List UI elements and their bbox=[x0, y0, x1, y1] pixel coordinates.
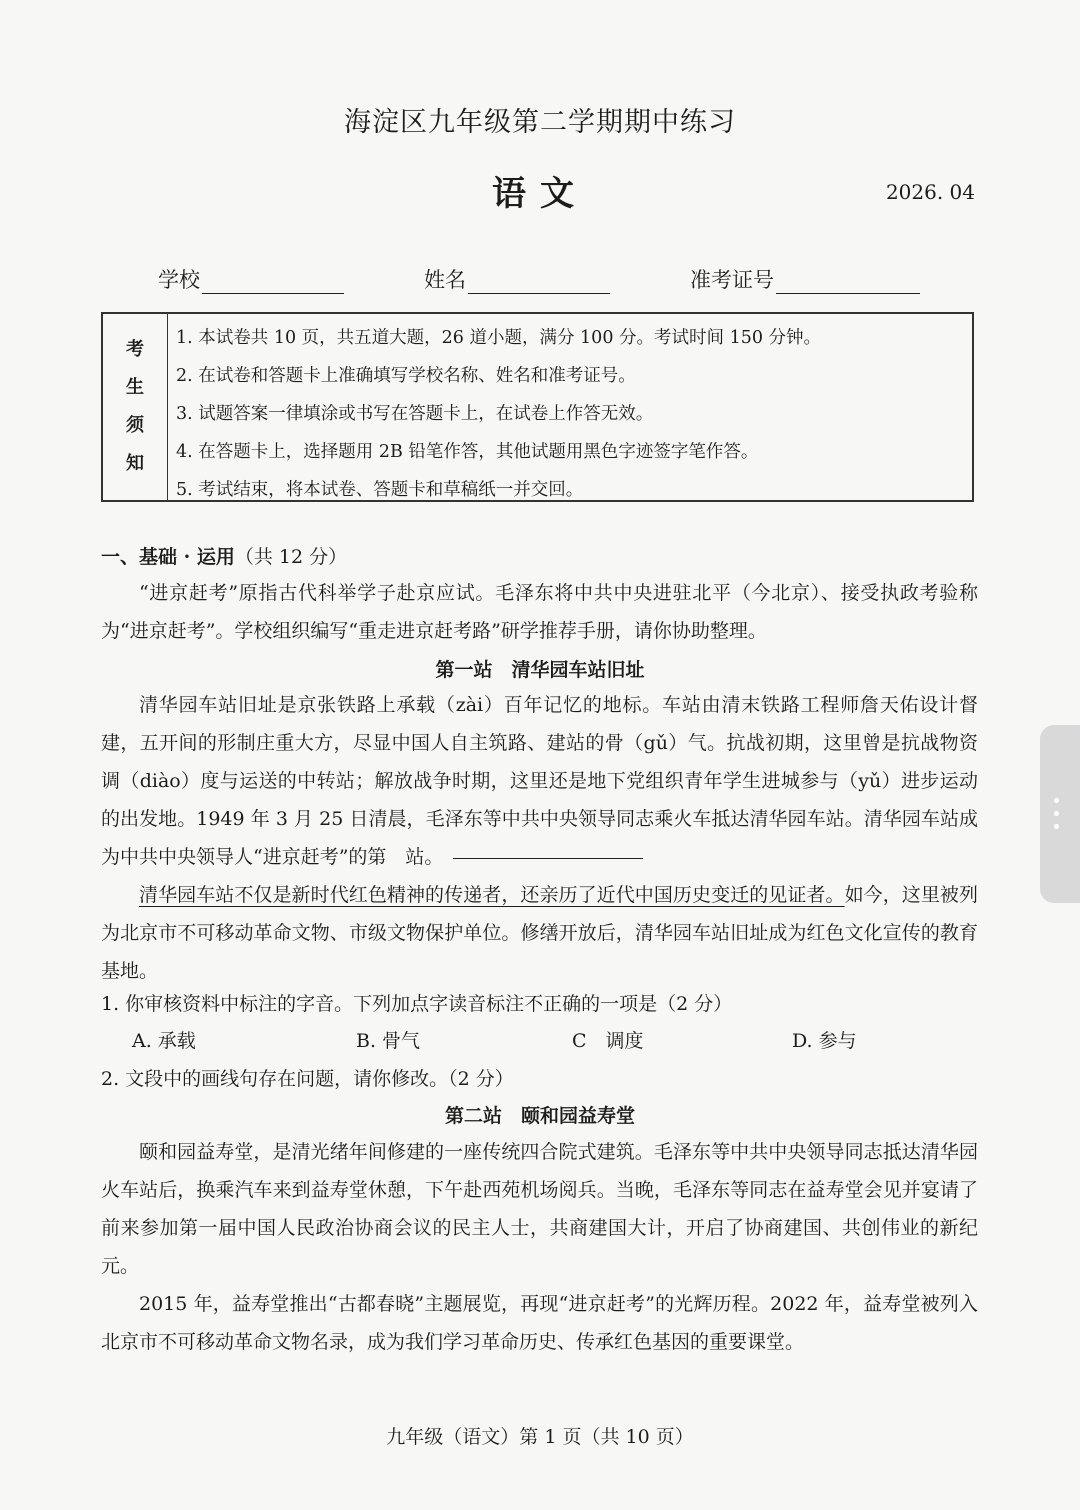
exam-id-field[interactable] bbox=[690, 264, 920, 294]
exam-id-label: 准考证号 bbox=[690, 268, 774, 292]
notice-items bbox=[168, 314, 972, 500]
station1-p1-text: 清华园车站旧址是京张铁路上承载（zài）百年记忆的地标。车站由清末铁路工程师詹天佑设计督建，五开间的形制庄重大方，尽显中国人自主筑路、建站的骨（gǔ）气。抗战初期，这里曾是抗战物资调（diào）度与运送的中转站；解放战争时期，这里还是地下党组织青年学生进城参与（yǔ）进步运动的出发地。1949 年 3 月 25 日清晨，毛泽东等中共中央领导同志乘火车抵达清华园车站。清华园车站成为中共中央领导人“进京赶考”的第 站。 bbox=[101, 694, 978, 868]
handle-dot bbox=[1054, 798, 1059, 803]
name-label: 姓名 bbox=[424, 268, 466, 292]
station1-text bbox=[101, 686, 978, 990]
station1-paragraph1 bbox=[101, 686, 978, 876]
section-heading bbox=[101, 542, 347, 569]
notice-item: 3. 试题答案一律填涂或书写在答题卡上，在试卷上作答无效。 bbox=[176, 404, 654, 424]
option-c[interactable]: C 调度 bbox=[572, 1030, 644, 1052]
notice-char: 知 bbox=[126, 453, 144, 474]
notice-item: 1. 本试卷共 10 页，共五道大题，26 道小题，满分 100 分。考试时间 150 分钟。 bbox=[176, 328, 822, 348]
exam-date: 2026. 04 bbox=[885, 180, 975, 204]
underlined-sentence: 清华园车站不仅是新时代红色精神的传递者，还亲历了近代中国历史变迁的见证者。 bbox=[139, 884, 845, 906]
notice-item: 2. 在试卷和答题卡上准确填写学校名称、姓名和准考证号。 bbox=[176, 366, 636, 386]
name-blank[interactable] bbox=[468, 269, 610, 294]
handle-dot bbox=[1054, 811, 1059, 816]
station2-title: 第二站 颐和园益寿堂 bbox=[444, 1105, 635, 1127]
school-label: 学校 bbox=[158, 268, 200, 292]
option-a[interactable]: A. 承载 bbox=[132, 1030, 196, 1052]
section-title: 一、基础 · 运用 bbox=[101, 546, 235, 568]
question1-stem: 1. 你审核资料中标注的字音。下列加点字读音标注不正确的一项是（2 分） bbox=[101, 993, 733, 1015]
candidate-notice-box bbox=[101, 312, 974, 502]
station2-paragraph2: 2015 年，益寿堂推出“古都春晓”主题展览，再现“进京赶考”的光辉历程。2022 年，益寿堂被列入北京市不可移动革命文物名录，成为我们学习革命历史、传承红色基因的重要课堂。 bbox=[101, 1293, 978, 1353]
exam-id-blank[interactable] bbox=[776, 269, 920, 294]
school-field[interactable] bbox=[158, 264, 344, 294]
option-b[interactable]: B. 骨气 bbox=[356, 1030, 421, 1052]
handle-dot bbox=[1054, 824, 1059, 829]
station1-p2-rest: 如今，这里被列为北京市不可移动革命文物、市级文物保护单位。修缮开放后，清华园车站旧址成为红色文化宣传的教育基地。 bbox=[101, 884, 978, 982]
subject-title: 语文 bbox=[492, 174, 588, 214]
notice-char: 考 bbox=[126, 339, 144, 360]
school-blank[interactable] bbox=[202, 269, 344, 294]
station1-title: 第一站 清华园车站旧址 bbox=[435, 659, 645, 681]
exam-title: 海淀区九年级第二学期期中练习 bbox=[344, 107, 736, 138]
name-field[interactable] bbox=[424, 264, 610, 294]
scroll-handle[interactable] bbox=[1040, 725, 1080, 903]
notice-char: 生 bbox=[126, 377, 144, 398]
question2-stem: 2. 文段中的画线句存在问题，请你修改。（2 分） bbox=[101, 1068, 514, 1090]
notice-char: 须 bbox=[126, 415, 144, 436]
station2-paragraph1: 颐和园益寿堂，是清光绪年间修建的一座传统四合院式建筑。毛泽东等中共中央领导同志抵达清华园火车站后，换乘汽车来到益寿堂休憩，下午赴西苑机场阅兵。当晚，毛泽东等同志在益寿堂会见并宴请了前来参加第一届中国人民政治协商会议的民主人士，共商建国大计，开启了协商建国、共创伟业的新纪元。 bbox=[101, 1141, 978, 1277]
station2-text bbox=[101, 1133, 978, 1361]
section-score: （共 12 分） bbox=[234, 546, 348, 568]
intro-paragraph: “进京赶考”原指古代科举学子赴京应试。毛泽东将中共中央进驻北平（今北京）、接受执政考验称为“进京赶考”。学校组织编写“重走进京赶考路”研学推荐手册，请你协助整理。 bbox=[101, 582, 978, 642]
section-intro bbox=[101, 574, 978, 650]
page-footer: 九年级（语文）第 1 页（共 10 页） bbox=[386, 1426, 694, 1448]
notice-item: 4. 在答题卡上，选择题用 2B 铅笔作答，其他试题用黑色字迹签字笔作答。 bbox=[176, 442, 759, 462]
notice-side-label bbox=[103, 314, 168, 500]
option-d[interactable]: D. 参与 bbox=[792, 1030, 857, 1052]
notice-item: 5. 考试结束，将本试卷、答题卡和草稿纸一并交回。 bbox=[176, 480, 584, 500]
station1-paragraph2 bbox=[101, 876, 978, 990]
station-number-blank bbox=[453, 858, 643, 859]
